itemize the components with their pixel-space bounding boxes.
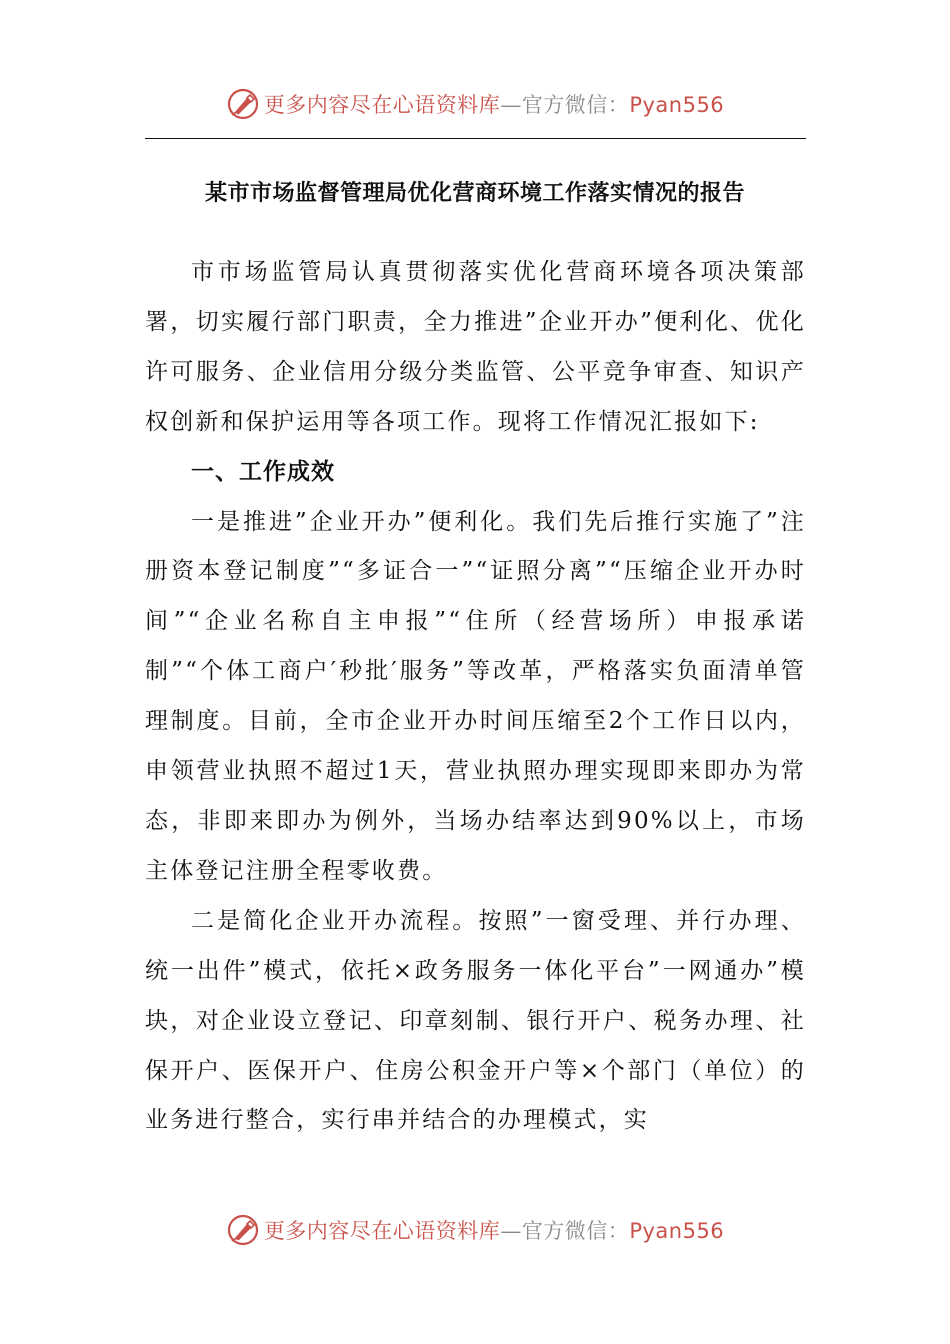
pen-nib-circle-icon [226, 87, 260, 121]
watermark-text: 更多内容尽在心语资料库—官方微信：Pyan556 [263, 1219, 725, 1243]
paragraph: 二是简化企业开办流程。按照”一窗受理、并行办理、统一出件”模式，依托×政务服务一体化平台”一网通办”模块，对企业设立登记、印章刻制、银行开户、税务办理、社保开户、医保开户、住房公积金开户等×个部门（单位）的业务进行整合，实行串并结合的办理模式，实 [145, 907, 806, 1134]
document-body [145, 248, 806, 1146]
pen-nib-circle-icon [226, 1213, 260, 1247]
header-rule [145, 138, 806, 139]
header-watermark [0, 84, 950, 124]
section-heading: 一、工作成效 [191, 458, 335, 485]
footer-watermark [0, 1210, 950, 1250]
document-title: 某市市场监督管理局优化营商环境工作落实情况的报告 [204, 180, 745, 206]
paragraph: 一是推进”企业开办”便利化。我们先后推行实施了”注册资本登记制度”“多证合一”“证照分离”“压缩企业开办时间”“企业名称自主申报”“住所（经营场所）申报承诺制”“个体工商户′秒批′服务”等改革，严格落实负面清单管理制度。目前，全市企业开办时间压缩至2个工作日以内，申领营业执照不超过1天，营业执照办理实现即来即办为常态，非即来即办为例外，当场办结率达到90%以上，市场主体登记注册全程零收费。 [145, 508, 806, 884]
watermark-text: 更多内容尽在心语资料库—官方微信：Pyan556 [263, 93, 725, 117]
paragraph: 市市场监管局认真贯彻落实优化营商环境各项决策部署，切实履行部门职责，全力推进”企业开办”便利化、优化许可服务、企业信用分级分类监管、公平竞争审查、知识产权创新和保护运用等各项工作。现将工作情况汇报如下: [145, 259, 806, 435]
